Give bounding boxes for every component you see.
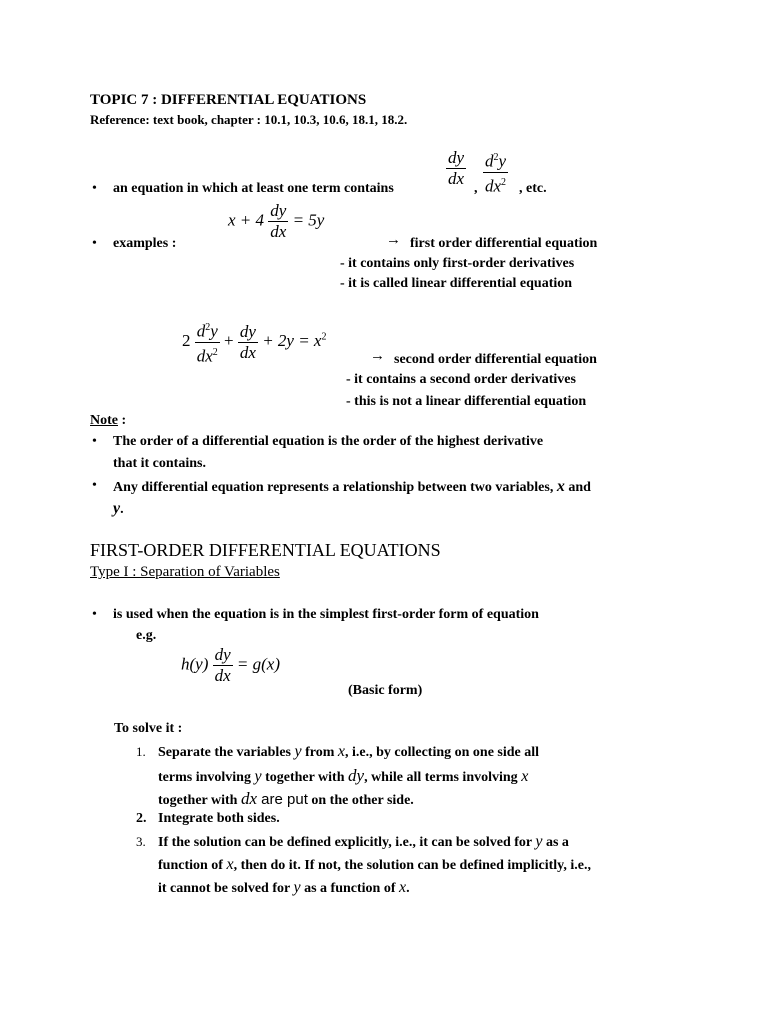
section-bullet-text: is used when the equation is in the simplest first-order form of equation [113,607,539,622]
examples-label: examples : [113,236,177,251]
step1-line3: together with dx are put on the other side. [158,789,414,808]
example2-note1: - it contains a second order derivatives [346,372,576,387]
example1-note2: - it is called linear differential equation [340,276,573,291]
arrow-right-icon: → [386,232,401,248]
note-item2-line1: Any differential equation represents a relationship between two variables, x and [113,478,591,495]
arrow-right-icon: → [370,348,385,364]
bullet-icon: • [92,607,97,622]
step2-text: Integrate both sides. [158,811,280,826]
reference-line: Reference: text book, chapter : 10.1, 10.3, 10.6, 18.1, 18.2. [90,112,408,127]
example2-title: second order differential equation [394,352,597,367]
step3-line1: If the solution can be defined explicitly, i.e., it can be solved for y as a [158,833,569,850]
example1-equation: x + 4 $\frac{dy}{dx}$ = 5y [228,201,325,241]
example2-equation: 2 $\frac{d^2y}{dx^2}$ + $\frac{dy}{dx}$ + $2y = x^2$ [182,318,326,366]
bullet-icon: • [92,434,97,449]
section-subheading: Type I : Separation of Variables [90,564,280,580]
section-heading: FIRST-ORDER DIFFERENTIAL EQUATIONS [90,540,441,560]
step3-line2: function of x, then do it. If not, the solution can be defined implicitly, i.e., [158,856,591,873]
step1-line1: Separate the variables y from x, i.e., by collecting on one side all [158,743,540,760]
step3-line3: it cannot be solved for y as a function of x. [158,879,410,896]
bullet-icon: • [92,236,97,251]
definition-text: an equation in which at least one term contains [113,181,394,196]
step-number: 1. [136,744,146,759]
basic-form-equation: h(y) $\frac{dy}{dx}$ = g(x) [181,645,281,685]
example1-title: first order differential equation [410,236,598,251]
example1-note1: - it contains only first-order derivatives [340,256,575,271]
note-heading: Note : [90,413,127,428]
derivative-separator: , [474,181,478,196]
step-number: 3. [136,834,146,849]
eg-label: e.g. [136,628,157,643]
derivative-first: $\frac{dy}{dx}$ [448,148,465,188]
definition-etc: , etc. [519,181,547,196]
bullet-icon: • [92,181,97,196]
basic-form-label: (Basic form) [348,683,423,698]
note-item2-line2: y. [113,500,124,517]
bullet-icon: • [92,478,97,493]
step-number: 2. [136,811,147,826]
step1-line2: terms involving y together with dy, while all terms involving x [158,766,529,785]
example2-note2: - this is not a linear differential equation [346,394,587,409]
page-title: TOPIC 7 : DIFFERENTIAL EQUATIONS [90,92,367,108]
derivative-second: $\frac{d^2y}{dx^2}$ [483,148,508,196]
to-solve-label: To solve it : [114,721,183,736]
note-item1-line2: that it contains. [113,456,206,471]
note-item1-line1: The order of a differential equation is the order of the highest derivative [113,434,544,449]
